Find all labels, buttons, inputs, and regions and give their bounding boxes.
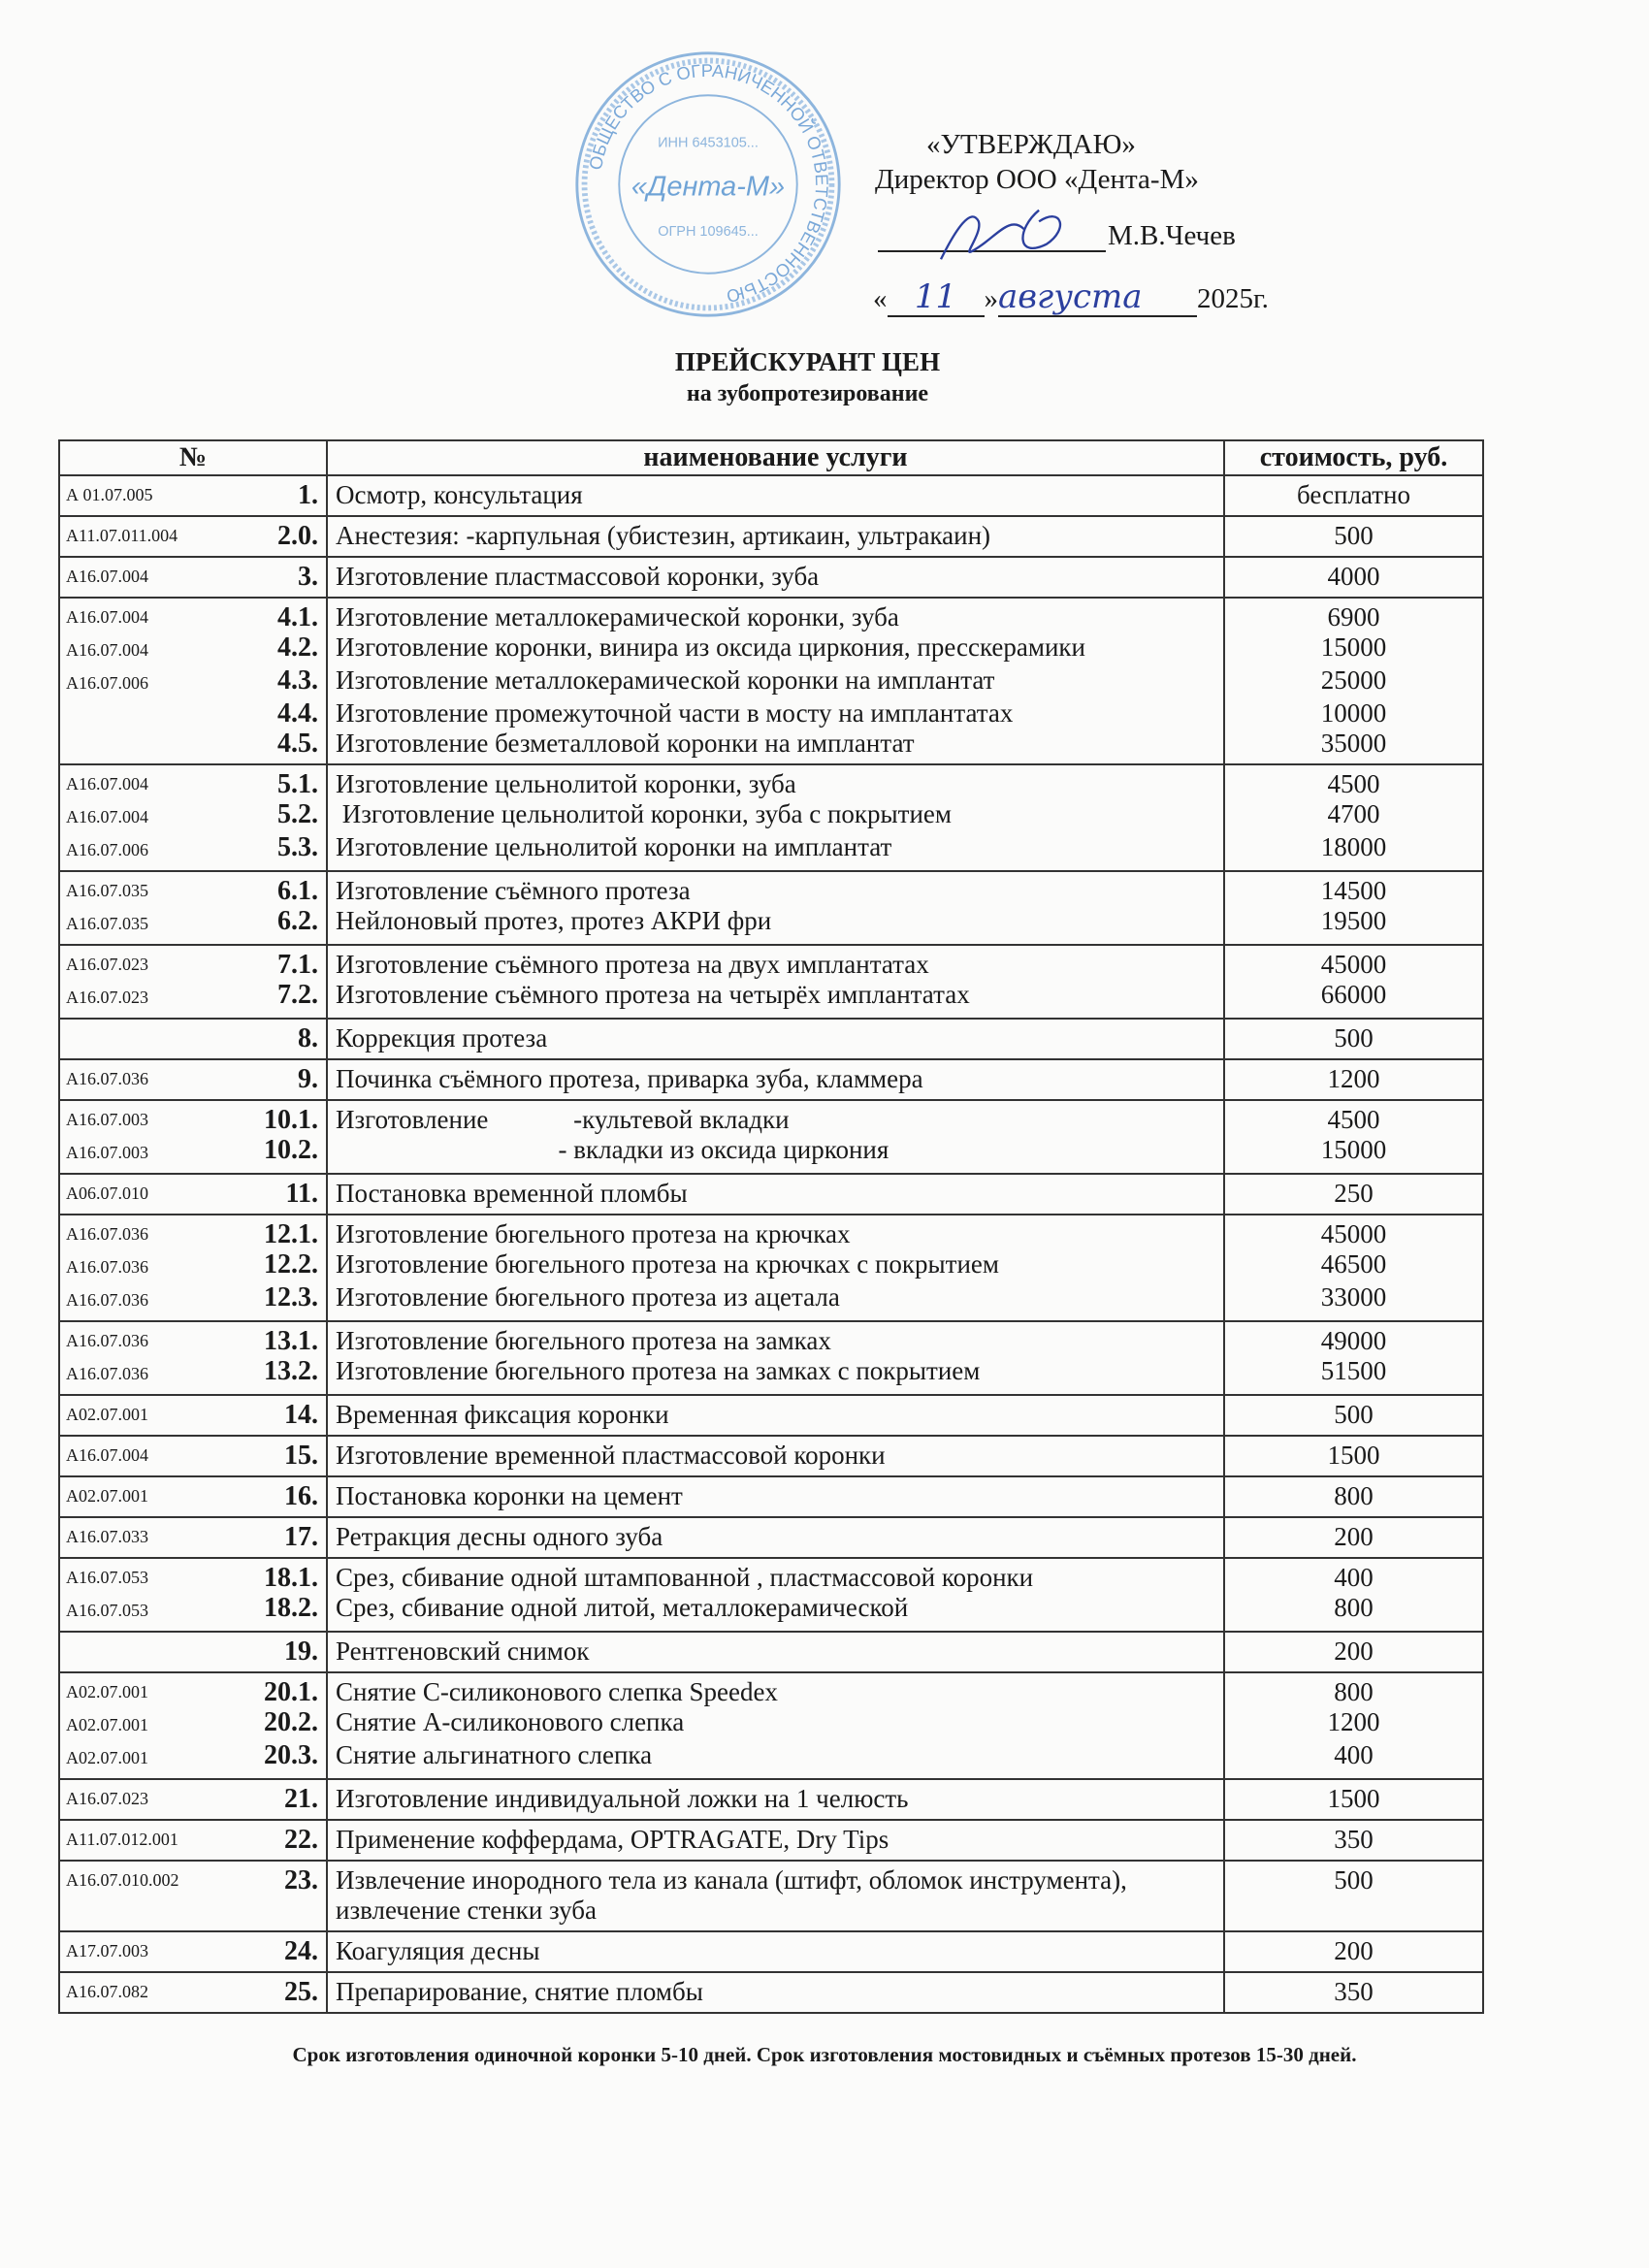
service-code: А02.07.001: [59, 1740, 211, 1779]
service-code: А02.07.001: [59, 1395, 211, 1436]
price-table-body: [59, 475, 1483, 2013]
service-code: А16.07.036: [59, 1059, 211, 1100]
service-name: Временная фиксация коронки: [327, 1395, 1224, 1436]
service-code: А16.07.004: [59, 799, 211, 832]
header-price: стоимость, руб.: [1224, 440, 1483, 475]
service-name: Изготовление металлокерамической коронки на имплантат: [327, 665, 1224, 698]
service-price: 51500: [1224, 1356, 1483, 1395]
service-number: 4.4.: [211, 698, 327, 729]
service-price: 1200: [1224, 1059, 1483, 1100]
service-name: Починка съёмного протеза, приварка зуба, кламмера: [327, 1059, 1224, 1100]
service-name: Изготовление бюгельного протеза на крючках с покрытием: [327, 1249, 1224, 1282]
header-service-name: наименование услуги: [327, 440, 1224, 475]
service-number: 7.2.: [211, 980, 327, 1019]
service-price: 19500: [1224, 906, 1483, 945]
company-stamp: [572, 49, 844, 320]
service-number: 4.5.: [211, 729, 327, 764]
service-code: А11.07.011.004: [59, 516, 211, 557]
table-header-row: [59, 440, 1483, 475]
service-name: Снятие А-силиконового слепка: [327, 1707, 1224, 1740]
table-row: [59, 871, 1483, 906]
table-row: [59, 832, 1483, 871]
table-row: [59, 1395, 1483, 1436]
service-name: Ретракция десны одного зуба: [327, 1517, 1224, 1558]
service-name: Изготовление бюгельного протеза из ацетала: [327, 1282, 1224, 1321]
approval-date: [873, 279, 1269, 317]
service-code: [59, 1632, 211, 1672]
service-number: 24.: [211, 1931, 327, 1972]
service-name: Изготовление съёмного протеза: [327, 871, 1224, 906]
service-name: Изготовление съёмного протеза на четырёх имплантатах: [327, 980, 1224, 1019]
service-code: А16.07.036: [59, 1282, 211, 1321]
service-code: А11.07.012.001: [59, 1820, 211, 1861]
service-price: 66000: [1224, 980, 1483, 1019]
table-row: [59, 1019, 1483, 1059]
service-name: Коагуляция десны: [327, 1931, 1224, 1972]
service-name: Изготовление -культевой вкладки: [327, 1100, 1224, 1135]
service-name: Нейлоновый протез, протез АКРИ фри: [327, 906, 1224, 945]
service-name: Срез, сбивание одной литой, металлокерамической: [327, 1593, 1224, 1632]
service-code: А16.07.082: [59, 1972, 211, 2013]
date-day: 11: [888, 279, 985, 317]
service-name: - вкладки из оксида циркония: [327, 1135, 1224, 1174]
service-price: 4500: [1224, 764, 1483, 799]
table-row: [59, 1972, 1483, 2013]
table-row: [59, 1059, 1483, 1100]
service-price: 10000: [1224, 698, 1483, 729]
service-name: Анестезия: -карпульная (убистезин, артикаин, ультракаин): [327, 516, 1224, 557]
service-name: Изготовление цельнолитой коронки, зуба с покрытием: [327, 799, 1224, 832]
service-code: А16.07.010.002: [59, 1861, 211, 1931]
table-row: [59, 1593, 1483, 1632]
service-code: А16.07.053: [59, 1558, 211, 1593]
service-price: 350: [1224, 1972, 1483, 2013]
table-row: [59, 1436, 1483, 1476]
table-row: [59, 945, 1483, 980]
service-price: 500: [1224, 1861, 1483, 1931]
service-code: А16.07.004: [59, 1436, 211, 1476]
service-code: А16.07.036: [59, 1249, 211, 1282]
service-price: 500: [1224, 516, 1483, 557]
service-number: 8.: [211, 1019, 327, 1059]
service-code: А02.07.001: [59, 1707, 211, 1740]
service-number: 12.1.: [211, 1215, 327, 1249]
service-code: А16.07.004: [59, 557, 211, 598]
service-number: 6.1.: [211, 871, 327, 906]
service-price: 1500: [1224, 1779, 1483, 1820]
table-row: [59, 1779, 1483, 1820]
service-name: Коррекция протеза: [327, 1019, 1224, 1059]
service-price: 14500: [1224, 871, 1483, 906]
service-name: Изготовление индивидуальной ложки на 1 челюсть: [327, 1779, 1224, 1820]
document-title: ПРЕЙСКУРАНТ ЦЕН: [674, 347, 941, 376]
service-number: 1.: [211, 475, 327, 516]
service-price: 25000: [1224, 665, 1483, 698]
table-row: [59, 1820, 1483, 1861]
service-name: Изготовление бюгельного протеза на замках: [327, 1321, 1224, 1356]
table-row: [59, 1215, 1483, 1249]
service-number: 18.1.: [211, 1558, 327, 1593]
service-number: 25.: [211, 1972, 327, 2013]
table-row: [59, 1931, 1483, 1972]
service-name: Срез, сбивание одной штампованной , пластмассовой коронки: [327, 1558, 1224, 1593]
svg-text:«Дента-М»: «Дента-М»: [630, 171, 786, 203]
table-row: [59, 1517, 1483, 1558]
service-code: А16.07.004: [59, 598, 211, 632]
table-row: [59, 557, 1483, 598]
service-number: 21.: [211, 1779, 327, 1820]
table-row: [59, 1356, 1483, 1395]
service-price: 400: [1224, 1740, 1483, 1779]
service-number: 12.3.: [211, 1282, 327, 1321]
service-price: 500: [1224, 1019, 1483, 1059]
service-number: 3.: [211, 557, 327, 598]
service-number: 12.2.: [211, 1249, 327, 1282]
date-year: 2025г.: [1197, 283, 1269, 314]
header-number: №: [59, 440, 327, 475]
service-name: Изготовление пластмассовой коронки, зуба: [327, 557, 1224, 598]
service-name: Изготовление цельнолитой коронки, зуба: [327, 764, 1224, 799]
service-price: 400: [1224, 1558, 1483, 1593]
service-number: 17.: [211, 1517, 327, 1558]
service-number: 14.: [211, 1395, 327, 1436]
service-number: 11.: [211, 1174, 327, 1215]
service-price: 4700: [1224, 799, 1483, 832]
service-price: 1200: [1224, 1707, 1483, 1740]
service-number: 23.: [211, 1861, 327, 1931]
table-row: [59, 632, 1483, 665]
table-row: [59, 980, 1483, 1019]
service-code: А16.07.004: [59, 632, 211, 665]
table-row: [59, 1707, 1483, 1740]
table-row: [59, 1135, 1483, 1174]
service-price: 4000: [1224, 557, 1483, 598]
service-price: 45000: [1224, 945, 1483, 980]
service-code: А16.07.006: [59, 665, 211, 698]
service-number: 18.2.: [211, 1593, 327, 1632]
approval-signatory: М.В.Чечев: [1108, 220, 1236, 251]
service-number: 13.2.: [211, 1356, 327, 1395]
service-name: Изготовление металлокерамической коронки, зуба: [327, 598, 1224, 632]
service-number: 10.2.: [211, 1135, 327, 1174]
service-code: А16.07.004: [59, 764, 211, 799]
service-number: 15.: [211, 1436, 327, 1476]
service-name: Снятие альгинатного слепка: [327, 1740, 1224, 1779]
service-name: Изготовление безметалловой коронки на имплантат: [327, 729, 1224, 764]
production-time-note: Срок изготовления одиночной коронки 5-10 дней. Срок изготовления мостовидных и съёмных протезов 15-30 дней.: [292, 2043, 1357, 2066]
service-price: 800: [1224, 1593, 1483, 1632]
service-number: 20.2.: [211, 1707, 327, 1740]
service-code: А17.07.003: [59, 1931, 211, 1972]
service-code: А16.07.023: [59, 945, 211, 980]
table-row: [59, 1672, 1483, 1707]
service-price: 800: [1224, 1476, 1483, 1517]
service-price: 15000: [1224, 1135, 1483, 1174]
service-number: 20.3.: [211, 1740, 327, 1779]
service-price: 45000: [1224, 1215, 1483, 1249]
service-number: 2.0.: [211, 516, 327, 557]
service-number: 5.2.: [211, 799, 327, 832]
service-number: 9.: [211, 1059, 327, 1100]
service-code: А16.07.036: [59, 1356, 211, 1395]
document-subtitle: на зубопротезирование: [686, 381, 929, 406]
service-number: 7.1.: [211, 945, 327, 980]
table-row: [59, 1282, 1483, 1321]
table-row: [59, 799, 1483, 832]
service-code: А02.07.001: [59, 1476, 211, 1517]
service-code: А16.07.023: [59, 980, 211, 1019]
service-number: 10.1.: [211, 1100, 327, 1135]
svg-text:ОБЩЕСТВО С ОГРАНИЧЕННОЙ ОТВЕТС: ОБЩЕСТВО С ОГРАНИЧЕННОЙ ОТВЕТСТВЕННОСТЬЮ: [584, 59, 833, 308]
service-code: А16.07.033: [59, 1517, 211, 1558]
table-row: [59, 516, 1483, 557]
service-price: 46500: [1224, 1249, 1483, 1282]
table-row: [59, 665, 1483, 698]
service-number: 22.: [211, 1820, 327, 1861]
service-code: А16.07.023: [59, 1779, 211, 1820]
table-row: [59, 1249, 1483, 1282]
service-price: 800: [1224, 1672, 1483, 1707]
date-month: августа: [998, 279, 1197, 317]
service-price: 4500: [1224, 1100, 1483, 1135]
service-name: Изготовление временной пластмассовой коронки: [327, 1436, 1224, 1476]
service-code: [59, 698, 211, 729]
service-name: Осмотр, консультация: [327, 475, 1224, 516]
service-name: Снятие С-силиконового слепка Speedex: [327, 1672, 1224, 1707]
service-name: Изготовление цельнолитой коронки на имплантат: [327, 832, 1224, 871]
service-number: 5.3.: [211, 832, 327, 871]
service-price: 200: [1224, 1517, 1483, 1558]
svg-text:ОГРН 109645...: ОГРН 109645...: [658, 224, 759, 241]
service-code: А16.07.006: [59, 832, 211, 871]
service-name: Изготовление съёмного протеза на двух имплантатах: [327, 945, 1224, 980]
table-row: [59, 598, 1483, 632]
service-code: А02.07.001: [59, 1672, 211, 1707]
service-price: бесплатно: [1224, 475, 1483, 516]
table-row: [59, 1558, 1483, 1593]
service-number: 4.3.: [211, 665, 327, 698]
date-close-quote: »: [984, 283, 998, 314]
approval-heading: «УТВЕРЖДАЮ»: [926, 129, 1136, 160]
service-code: А06.07.010: [59, 1174, 211, 1215]
service-number: 5.1.: [211, 764, 327, 799]
service-price: 35000: [1224, 729, 1483, 764]
service-price: 500: [1224, 1395, 1483, 1436]
service-name: Постановка коронки на цемент: [327, 1476, 1224, 1517]
svg-text:ИНН 6453105...: ИНН 6453105...: [658, 135, 759, 151]
table-row: [59, 906, 1483, 945]
service-price: 200: [1224, 1931, 1483, 1972]
service-name: Изготовление бюгельного протеза на крючках: [327, 1215, 1224, 1249]
service-price: 49000: [1224, 1321, 1483, 1356]
signature: [902, 199, 1116, 267]
table-row: [59, 1740, 1483, 1779]
service-price: 1500: [1224, 1436, 1483, 1476]
service-code: А16.07.035: [59, 906, 211, 945]
table-row: [59, 1861, 1483, 1931]
service-number: 6.2.: [211, 906, 327, 945]
service-price: 6900: [1224, 598, 1483, 632]
service-price: 350: [1224, 1820, 1483, 1861]
service-code: А16.07.035: [59, 871, 211, 906]
service-number: 20.1.: [211, 1672, 327, 1707]
service-name: Извлечение инородного тела из канала (штифт, обломок инструмента), извлечение стенки зуба: [327, 1861, 1224, 1931]
table-row: [59, 1321, 1483, 1356]
service-price: 15000: [1224, 632, 1483, 665]
service-code: [59, 729, 211, 764]
table-row: [59, 698, 1483, 729]
service-number: 16.: [211, 1476, 327, 1517]
service-code: А16.07.003: [59, 1100, 211, 1135]
service-name: Рентгеновский снимок: [327, 1632, 1224, 1672]
table-row: [59, 1174, 1483, 1215]
service-code: А 01.07.005: [59, 475, 211, 516]
service-name: Изготовление бюгельного протеза на замках с покрытием: [327, 1356, 1224, 1395]
service-code: [59, 1019, 211, 1059]
service-name: Изготовление коронки, винира из оксида циркония, пресскерамики: [327, 632, 1224, 665]
service-price: 250: [1224, 1174, 1483, 1215]
price-table: [58, 439, 1484, 2014]
service-number: 19.: [211, 1632, 327, 1672]
table-row: [59, 475, 1483, 516]
service-price: 33000: [1224, 1282, 1483, 1321]
service-name: Препарирование, снятие пломбы: [327, 1972, 1224, 2013]
table-row: [59, 764, 1483, 799]
approval-position: Директор ООО «Дента-М»: [875, 164, 1199, 195]
service-name: Постановка временной пломбы: [327, 1174, 1224, 1215]
service-number: 4.2.: [211, 632, 327, 665]
service-code: А16.07.036: [59, 1215, 211, 1249]
service-name: Изготовление промежуточной части в мосту на имплантатах: [327, 698, 1224, 729]
date-open-quote: «: [873, 283, 888, 314]
table-row: [59, 729, 1483, 764]
service-price: 200: [1224, 1632, 1483, 1672]
service-code: А16.07.036: [59, 1321, 211, 1356]
table-row: [59, 1476, 1483, 1517]
service-name: Применение коффердама, OPTRAGATE, Dry Tips: [327, 1820, 1224, 1861]
service-code: А16.07.003: [59, 1135, 211, 1174]
service-code: А16.07.053: [59, 1593, 211, 1632]
table-row: [59, 1100, 1483, 1135]
service-price: 18000: [1224, 832, 1483, 871]
service-number: 13.1.: [211, 1321, 327, 1356]
table-row: [59, 1632, 1483, 1672]
service-number: 4.1.: [211, 598, 327, 632]
